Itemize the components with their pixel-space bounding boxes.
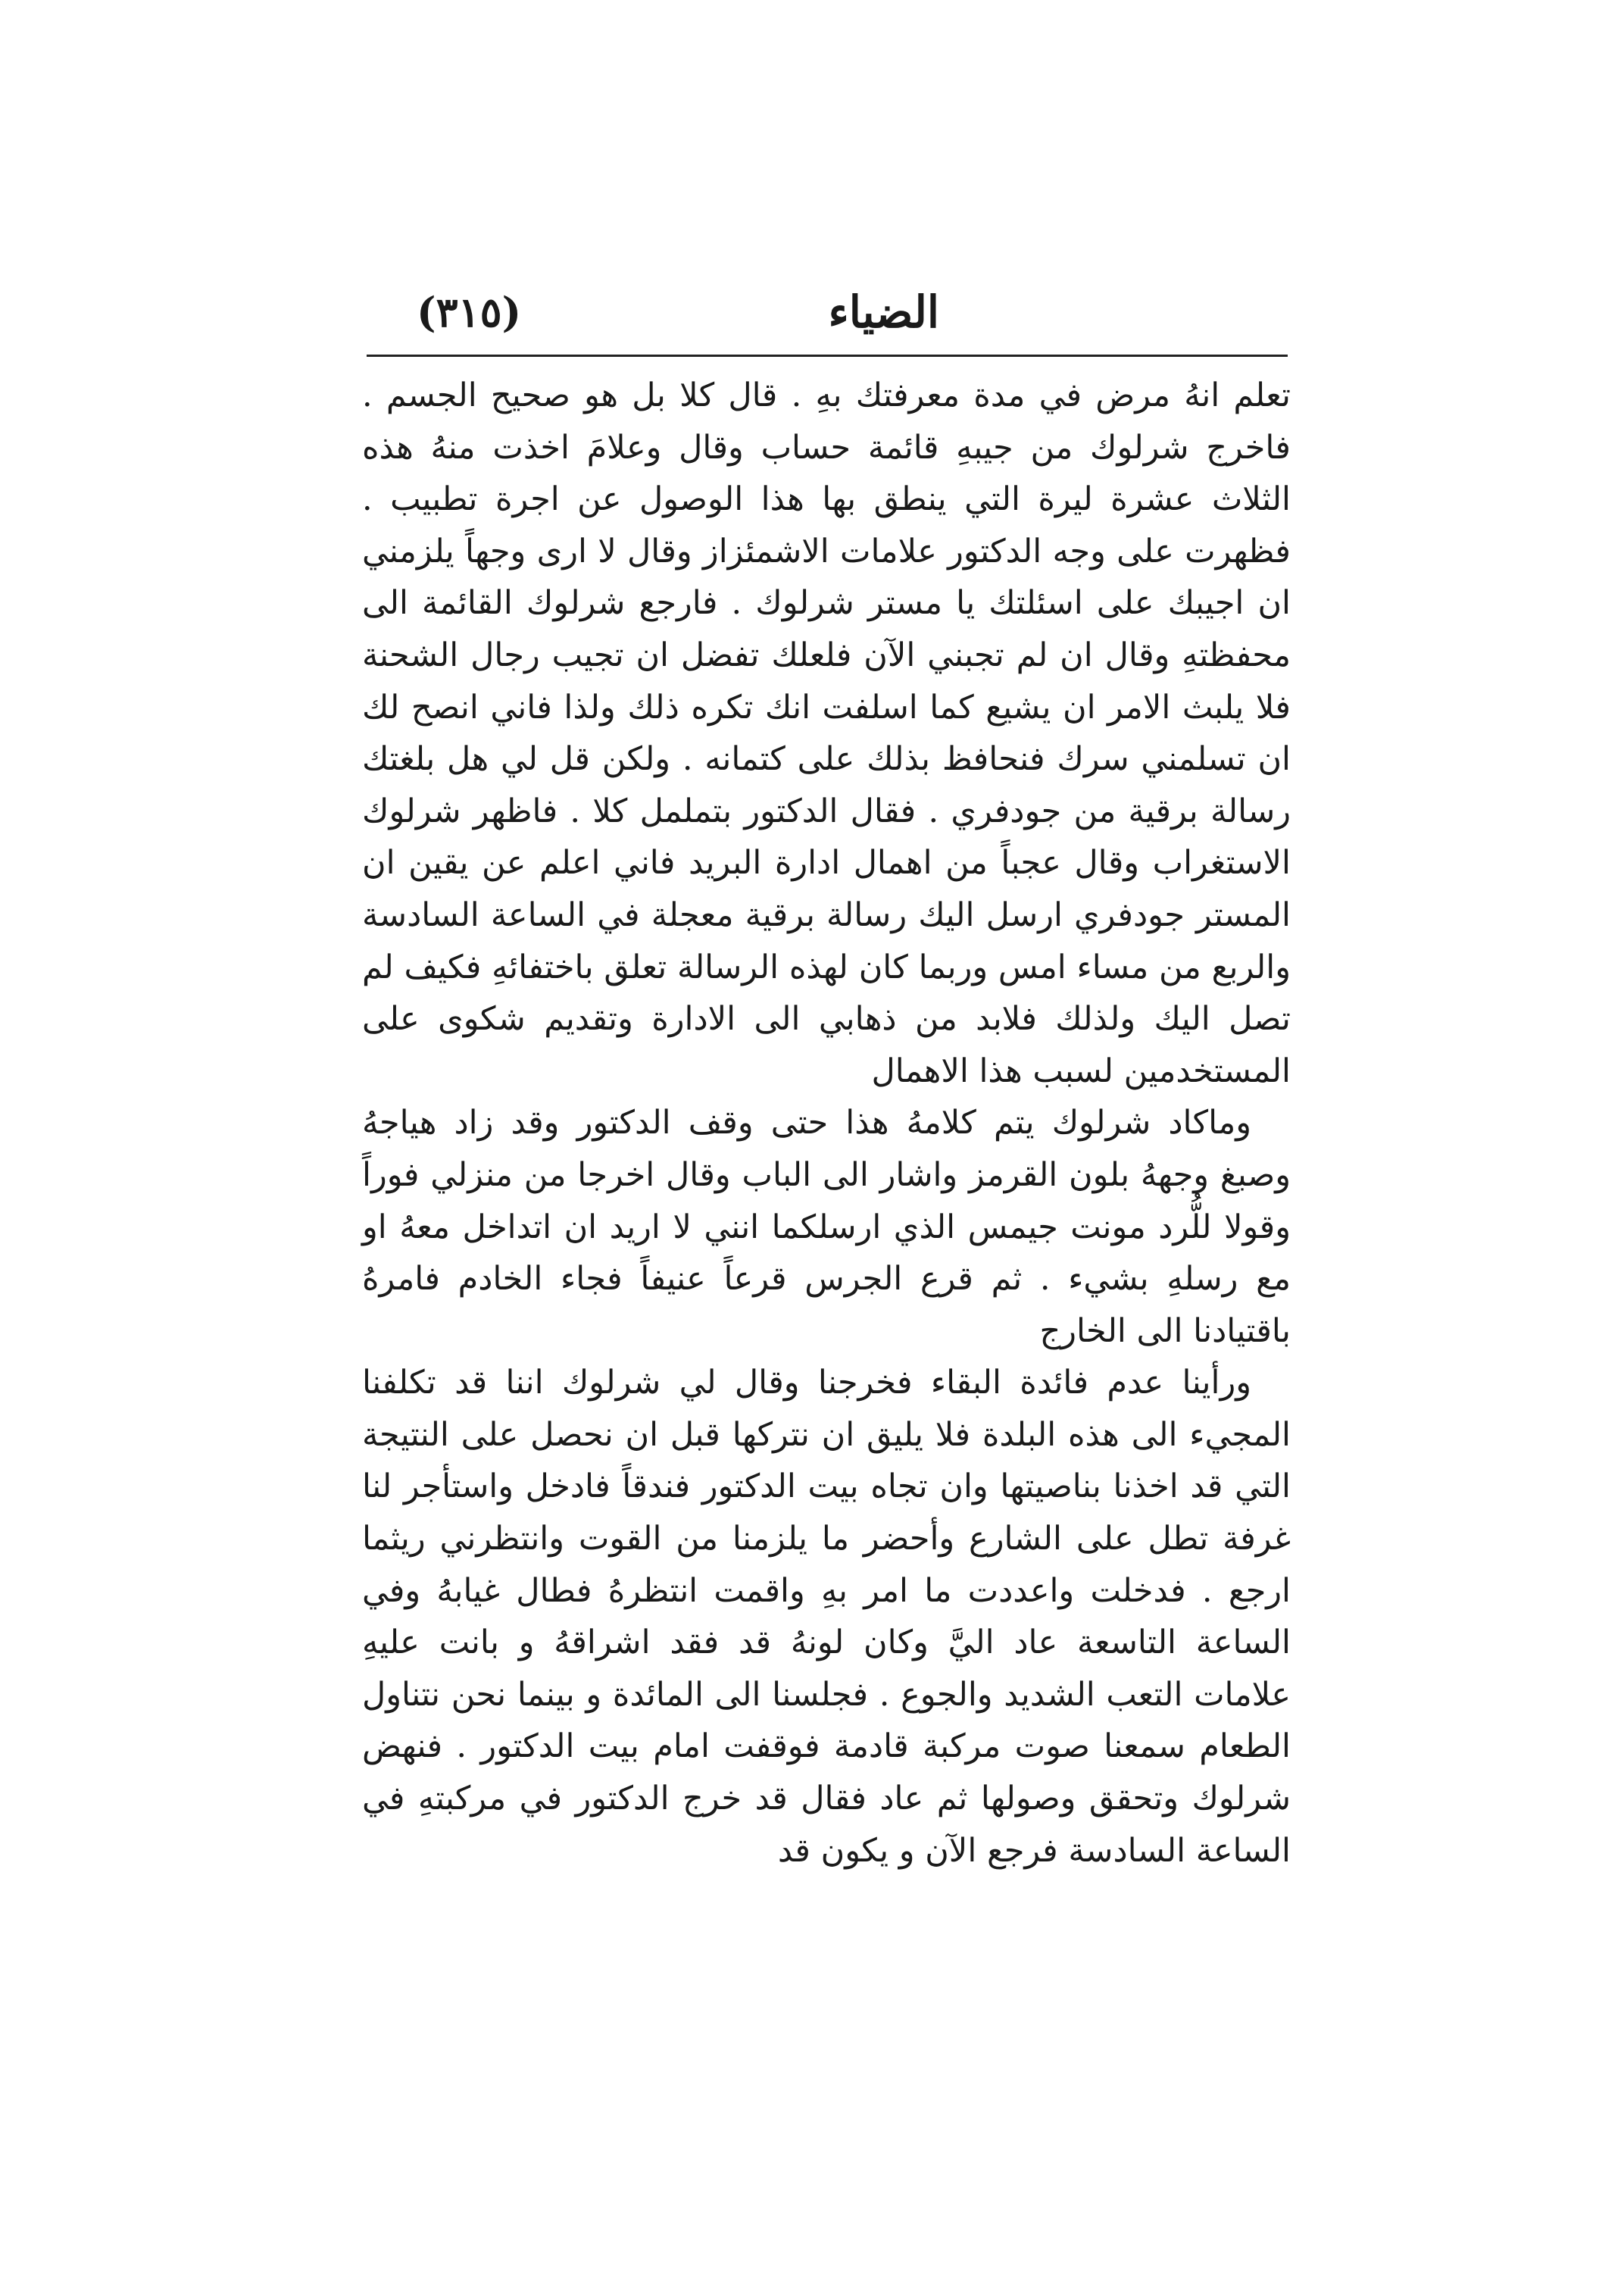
paragraph-3: ورأينا عدم فائدة البقاء فخرجنا وقال لي شرلوك اننا قد تكلفنا المجيء الى هذه البلدة فلا يليق ان نتركها قبل ان نحصل على النتيجة التي قد اخذنا بناصيتها وان تجاه بيت الدكتور فندقاً فادخل واستأجر لنا غرفة تطل على الشارع وأحضر ما يلزمنا من القوت وانتظرني ريثما ارجع . فدخلت واعددت ما امر بهِ واقمت انتظرهُ فطال غيابهُ وفي الساعة التاسعة عاد اليَّ وكان لونهُ قد فقد اشراقهُ و بانت عليهِ علامات التعب الشديد والجوع . فجلسنا الى المائدة و بينما نحن نتناول الطعام سمعنا صوت مركبة قادمة فوقفت امام بيت الدكتور . فنهض شرلوك وتحقق وصولها ثم عاد فقال قد خرج الدكتور في مركبتهِ في الساعة السادسة فرجع الآن و يكون قد bbox=[362, 1364, 1291, 1870]
paragraph-2: وماكاد شرلوك يتم كلامهُ هذا حتى وقف الدكتور وقد زاد هياجهُ وصبغ وجههُ بلون القرمز واشار الى الباب وقال اخرجا من منزلي فوراً وقولا للُّرد مونت جيمس الذي ارسلكما انني لا اريد ان اتداخل معهُ او مع رسلهِ بشيء . ثم قرع الجرس قرعاً عنيفاً فجاء الخادم فامرهُ باقتيادنا الى الخارج bbox=[362, 1104, 1291, 1350]
body-text bbox=[362, 370, 1291, 1877]
paragraph-1: تعلم انهُ مرض في مدة معرفتك بهِ . قال كلا بل هو صحيح الجسم . فاخرج شرلوك من جيبهِ قائمة حساب وقال وعلامَ اخذت منهُ هذه الثلاث عشرة ليرة التي ينطق بها هذا الوصول عن اجرة تطبيب . فظهرت على وجه الدكتور علامات الاشمئزاز وقال لا ارى وجهاً يلزمني ان اجيبك على اسئلتك يا مستر شرلوك . فارجع شرلوك القائمة الى محفظتهِ وقال ان لم تجبني الآن فلعلك تفضل ان تجيب رجال الشحنة فلا يلبث الامر ان يشيع كما اسلفت انك تكره ذلك ولذا فاني انصح لك ان تسلمني سرك فنحافظ بذلك على كتمانه . ولكن قل لي هل بلغتك رسالة برقية من جودفري . فقال الدكتور بتململ كلا . فاظهر شرلوك الاستغراب وقال عجباً من اهمال ادارة البريد فاني اعلم عن يقين ان المستر جودفري ارسل اليك رسالة برقية معجلة في الساعة السادسة والربع من مساء امس وربما كان لهذه الرسالة تعلق باختفائهِ فكيف لم تصل اليك ولذلك فلابد من ذهابي الى الادارة وتقديم شكوى على المستخدمين لسبب هذا الاهمال bbox=[362, 377, 1291, 1090]
header-rule bbox=[367, 355, 1288, 357]
journal-title: الضياء bbox=[828, 286, 939, 338]
page-number: (٣١٥) bbox=[417, 288, 522, 336]
running-header bbox=[364, 274, 1288, 350]
